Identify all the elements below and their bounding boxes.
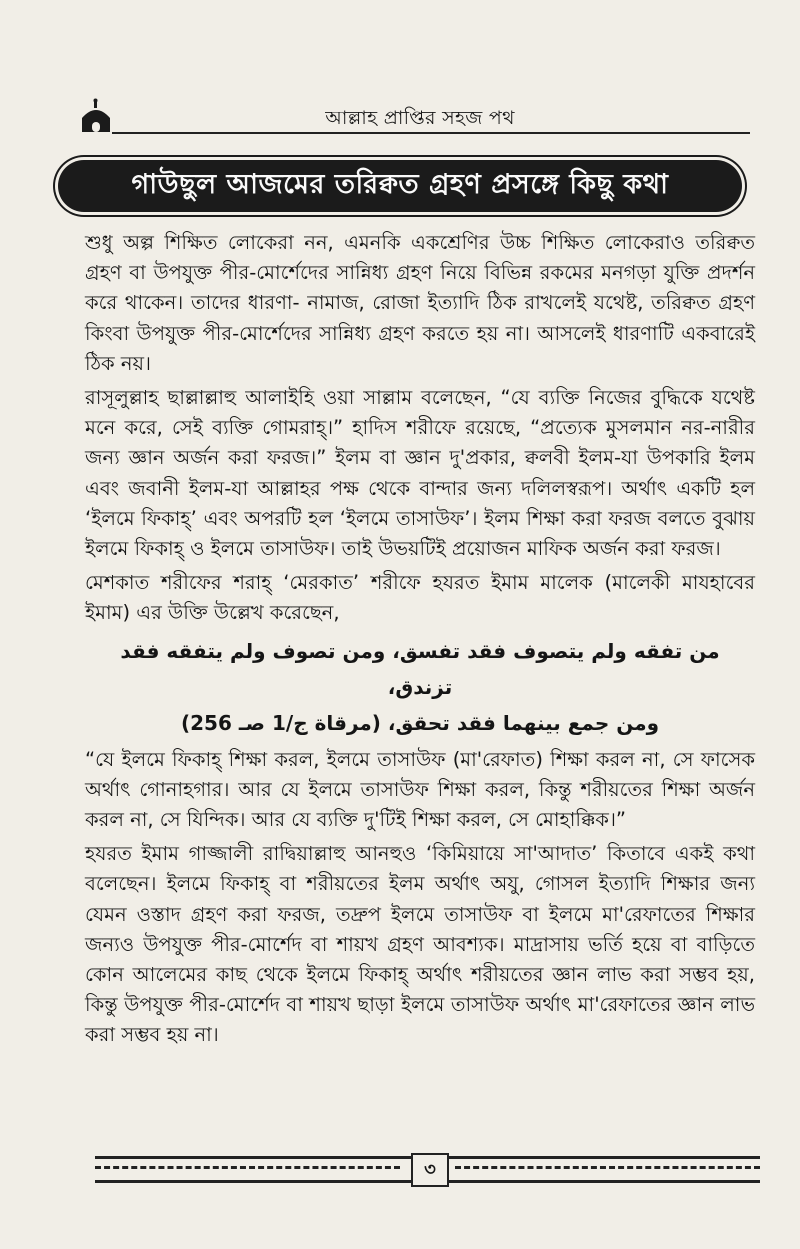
body-text [85, 228, 755, 1055]
running-header-title: আল্লাহ প্রাপ্তির সহজ পথ [325, 107, 515, 129]
paragraph: “যে ইলমে ফিকাহ্ শিক্ষা করল, ইলমে তাসাউফ (মা'রেফাত) শিক্ষা করল না, সে ফাসেক অর্থাৎ গোনাহগার। আর যে ইলমে তাসাউফ শিক্ষা করল, কিন্তু শরীয়তের শিক্ষা অর্জন করল না, সে যিন্দিক। আর যে ব্যক্তি দু'টিই শিক্ষা করল, সে মোহাক্কিক।” [85, 747, 755, 832]
footer-dashed-rule [455, 1166, 760, 1169]
paragraph: রাসূলুল্লাহ ছাল্লাল্লাহু আলাইহি ওয়া সাল্লাম বলেছেন, “যে ব্যক্তি নিজের বুদ্ধিকে যথেষ্ট মনে করে, সেই ব্যক্তি গোমরাহ্।” হাদিস শরীফে রয়েছে, “প্রত্যেক মুসলমান নর-নারীর জন্য জ্ঞান অর্জন করা ফরজ।” ইলম বা জ্ঞান দু'প্রকার, ক্বলবী ইলম-যা উপকারি ইলম এবং জবানী ইলম-যা আল্লাহর পক্ষ থেকে বান্দার জন্য দলিলস্বরূপ। অর্থাৎ একটি হল ‘ইলমে ফিকাহ্’ এবং অপরটি হল ‘ইলমে তাসাউফ’। ইলম শিক্ষা করা ফরজ বলতে বুঝায় ইলমে ফিকাহ্ ও ইলমে তাসাউফ। তাই উভয়টিই প্রয়োজন মাফিক অর্জন করা ফরজ। [85, 386, 755, 561]
chapter-title: গাউছুল আজমের তরিক্বত গ্রহণ প্রসঙ্গে কিছু কথা [131, 168, 669, 200]
page-footer [95, 1148, 760, 1188]
footer-dashed-rule [95, 1166, 400, 1169]
paragraph: মেশকাত শরীফের শরাহ্ ‘মেরকাত’ শরীফে হযরত ইমাম মালেক (মালেকী মাযহাবের ইমাম) এর উক্তি উল্লেখ করেছেন, [85, 571, 755, 625]
paragraph: হযরত ইমাম গাজ্জালী রাদ্বিয়াল্লাহু আনহুও ‘কিমিয়ায়ে সা'আদাত’ কিতাবে একই কথা বলেছেন। ইলমে ফিকাহ্ বা শরীয়তের ইলম অর্থাৎ অযু, গোসল ইত্যাদি শিক্ষার জন্য যেমন ওস্তাদ গ্রহণ করা ফরজ, তদ্রুপ ইলমে তাসাউফ বা ইলমে মা'রেফাতের শিক্ষার জন্যও উপযুক্ত পীর-মোর্শেদ বা শায়খ গ্রহণ আবশ্যক। মাদ্রাসায় ভর্তি হয়ে বা বাড়িতে কোন আলেমের কাছ থেকে ইলমে ফিকাহ্ অর্থাৎ শরীয়তের জ্ঞান লাভ করা সম্ভব হয়, কিন্তু উপযুক্ত পীর-মোর্শেদ বা শায়খ ছাড়া ইলমে তাসাউফ অর্থাৎ মা'রেফাতের জ্ঞান লাভ করা সম্ভব হয় না। [85, 842, 755, 1047]
paragraph: শুধু অল্প শিক্ষিত লোকেরা নন, এমনকি একশ্রেণির উচ্চ শিক্ষিত লোকেরাও তরিক্বত গ্রহণ বা উপযুক্ত পীর-মোর্শেদের সান্নিধ্য গ্রহণ নিয়ে বিভিন্ন রকমের মনগড়া যুক্তি প্রদর্শন করে থাকেন। তাদের ধারণা- নামাজ, রোজা ইত্যাদি ঠিক রাখলেই যথেষ্ট, তরিক্বত গ্রহণ কিংবা উপযুক্ত পীর-মোর্শেদের সান্নিধ্য গ্রহণ করতে হয় না। আসলেই ধারণাটি একবারেই ঠিক নয়। [85, 231, 755, 375]
arabic-quote-line: ومن جمع بينهما فقد تحقق، (مرقاة ج/1 صـ 256) [180, 710, 660, 735]
header-rule [112, 132, 750, 134]
chapter-banner [58, 160, 742, 212]
page-number: ৩ [411, 1153, 449, 1187]
arabic-quote-line: من تفقه ولم يتصوف فقد تفسق، ومن تصوف ولم يتفقه فقد تزندق، [120, 638, 720, 699]
arabic-quote [85, 633, 755, 741]
mosque-icon [78, 98, 114, 134]
